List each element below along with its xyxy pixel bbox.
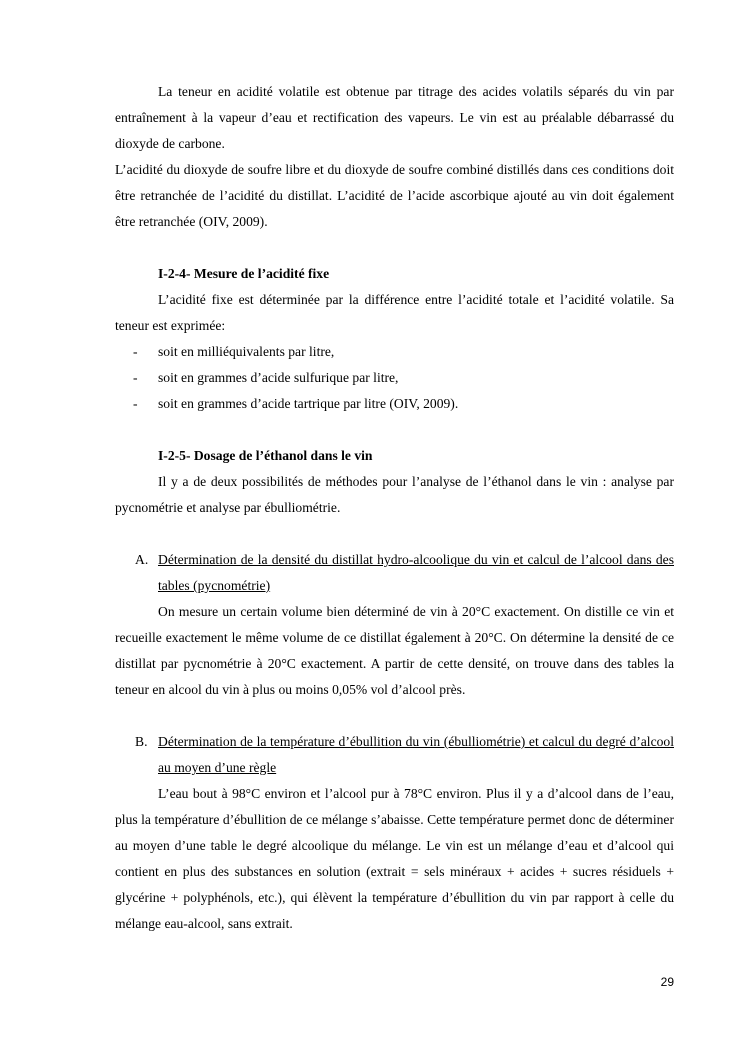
method-item-a xyxy=(115,547,674,599)
unit-list xyxy=(115,339,674,417)
list-item-text: soit en milliéquivalents par litre, xyxy=(158,344,335,359)
intro-paragraph-sulfur: L’acidité du dioxyde de soufre libre et du dioxyde de soufre combiné distillés dans ces conditions doit être retranchée de l’acidité du distillat. L’acidité de l’acide ascorbique ajouté au vin doit également être retranchée (OIV, 2009). xyxy=(115,162,674,229)
list-item-text: soit en grammes d’acide sulfurique par litre, xyxy=(158,370,399,385)
section-heading-ethanol: I-2-5- Dosage de l’éthanol dans le vin xyxy=(158,448,373,463)
dash-bullet: - xyxy=(133,344,138,359)
intro-paragraph-volatile: La teneur en acidité volatile est obtenue par titrage des acides volatils séparés du vin par entraînement à la vapeur d’eau et rectification des vapeurs. Le vin est au préalable débarrassé du dioxyde de carbone. xyxy=(115,84,674,151)
method-item-b xyxy=(115,729,674,781)
method-title-pycnometrie: Détermination de la densité du distillat hydro-alcoolique du vin et calcul de l’alcool dans des tables (pycnométrie) xyxy=(158,552,674,593)
section-heading-acidite-fixe: I-2-4- Mesure de l’acidité fixe xyxy=(158,266,330,281)
spacer xyxy=(115,703,674,729)
dash-bullet: - xyxy=(133,370,138,385)
dash-bullet: - xyxy=(133,396,138,411)
list-item xyxy=(115,365,674,391)
method-list xyxy=(115,547,674,599)
paragraph-pycnometrie: On mesure un certain volume bien déterminé de vin à 20°C exactement. On distille ce vin et recueille exactement le même volume de ce distillat également à 20°C. On détermine la densité de ce distillat par pycnométrie à 20°C exactement. A partir de cette densité, on trouve dans des tables la teneur en alcool du vin à plus ou moins 0,05% vol d’alcool près. xyxy=(115,604,674,697)
list-item-text: soit en grammes d’acide tartrique par litre (OIV, 2009). xyxy=(158,396,459,411)
spacer xyxy=(115,235,674,261)
spacer xyxy=(115,417,674,443)
method-title-ebulliometrie: Détermination de la température d’ébullition du vin (ébulliométrie) et calcul du degré d’alcool au moyen d’une règle xyxy=(158,734,674,775)
method-list xyxy=(115,729,674,781)
spacer xyxy=(115,521,674,547)
paragraph-acidite-fixe: L’acidité fixe est déterminée par la différence entre l’acidité totale et l’acidité volatile. Sa teneur est exprimée: xyxy=(115,292,674,333)
method-marker: A. xyxy=(135,552,149,567)
list-item xyxy=(115,339,674,365)
paragraph-ethanol-methods: Il y a de deux possibilités de méthodes pour l’analyse de l’éthanol dans le vin : analyse par pycnométrie et analyse par ébulliométrie. xyxy=(115,474,674,515)
paragraph-ebulliometrie: L’eau bout à 98°C environ et l’alcool pur à 78°C environ. Plus il y a d’alcool dans de l’eau, plus la température d’ébullition de ce mélange s’abaisse. Cette température permet donc de déterminer au moyen d’une table le degré alcoolique du mélange. Le vin est un mélange d’eau et d’alcool qui contient en plus des substances en solution (extrait = sels minéraux + acides + sucres résiduels + glycérine + polyphénols, etc.), qui élèvent la température d’ébullition du vin par rapport à celle du mélange eau-alcool, sans extrait. xyxy=(115,786,674,931)
list-item xyxy=(115,391,674,417)
method-marker: B. xyxy=(135,734,148,749)
document-page xyxy=(115,79,674,937)
page-number: 29 xyxy=(660,975,674,989)
